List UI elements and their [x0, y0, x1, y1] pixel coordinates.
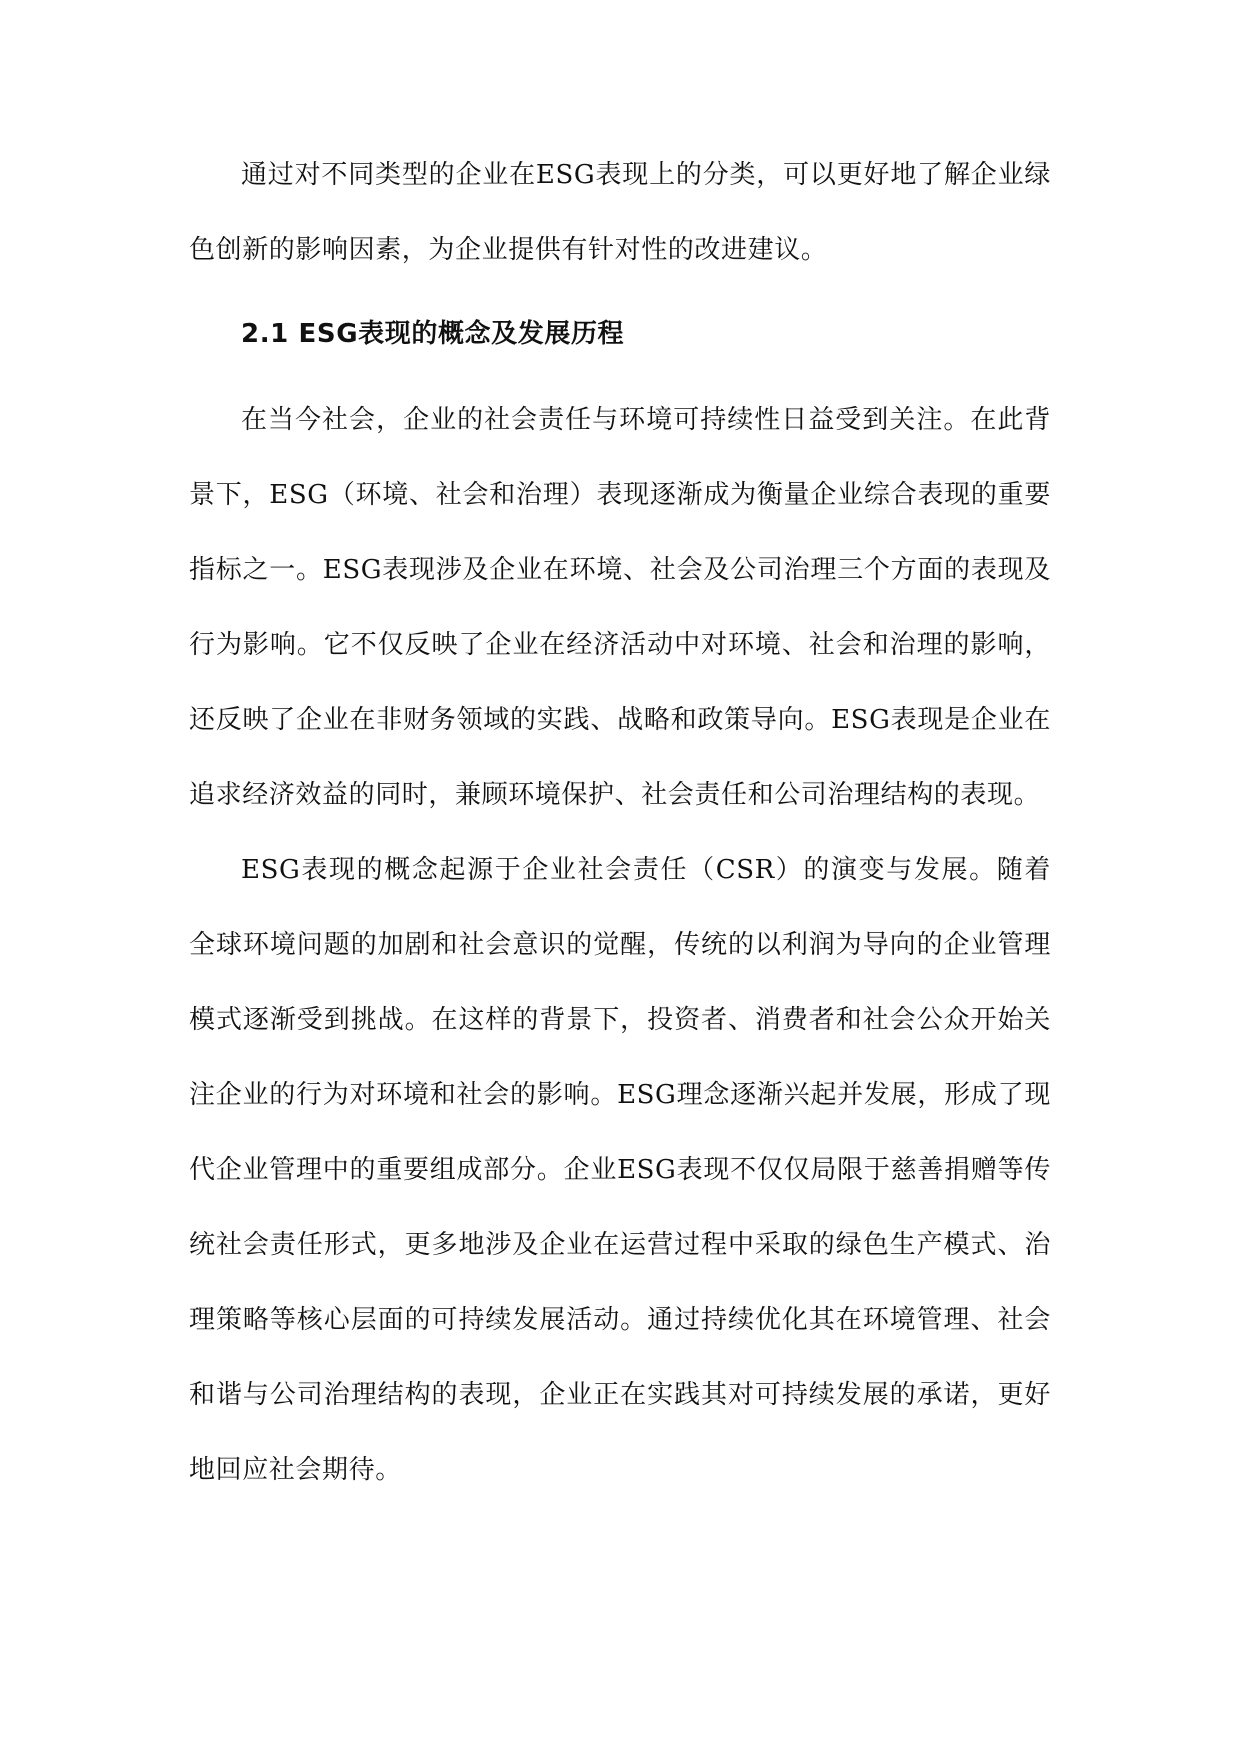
document-body [189, 138, 1051, 1508]
intro-paragraph: 通过对不同类型的企业在ESG表现上的分类，可以更好地了解企业绿色创新的影响因素，为企业提供有针对性的改进建议。 [189, 160, 1051, 265]
body-paragraph-1: 在当今社会，企业的社会责任与环境可持续性日益受到关注。在此背景下，ESG（环境、社会和治理）表现逐渐成为衡量企业综合表现的重要指标之一。ESG表现涉及企业在环境、社会及公司治理三个方面的表现及行为影响。它不仅反映了企业在经济活动中对环境、社会和治理的影响，还反映了企业在非财务领域的实践、战略和政策导向。ESG表现是企业在追求经济效益的同时，兼顾环境保护、社会责任和公司治理结构的表现。 [189, 405, 1051, 810]
section-heading: 2.1 ESG表现的概念及发展历程 [241, 319, 625, 349]
body-paragraph-2: ESG表现的概念起源于企业社会责任（CSR）的演变与发展。随着全球环境问题的加剧和社会意识的觉醒，传统的以利润为导向的企业管理模式逐渐受到挑战。在这样的背景下，投资者、消费者和社会公众开始关注企业的行为对环境和社会的影响。ESG理念逐渐兴起并发展，形成了现代企业管理中的重要组成部分。企业ESG表现不仅仅局限于慈善捐赠等传统社会责任形式，更多地涉及企业在运营过程中采取的绿色生产模式、治理策略等核心层面的可持续发展活动。通过持续优化其在环境管理、社会和谐与公司治理结构的表现，企业正在实践其对可持续发展的承诺，更好地回应社会期待。 [189, 855, 1051, 1485]
